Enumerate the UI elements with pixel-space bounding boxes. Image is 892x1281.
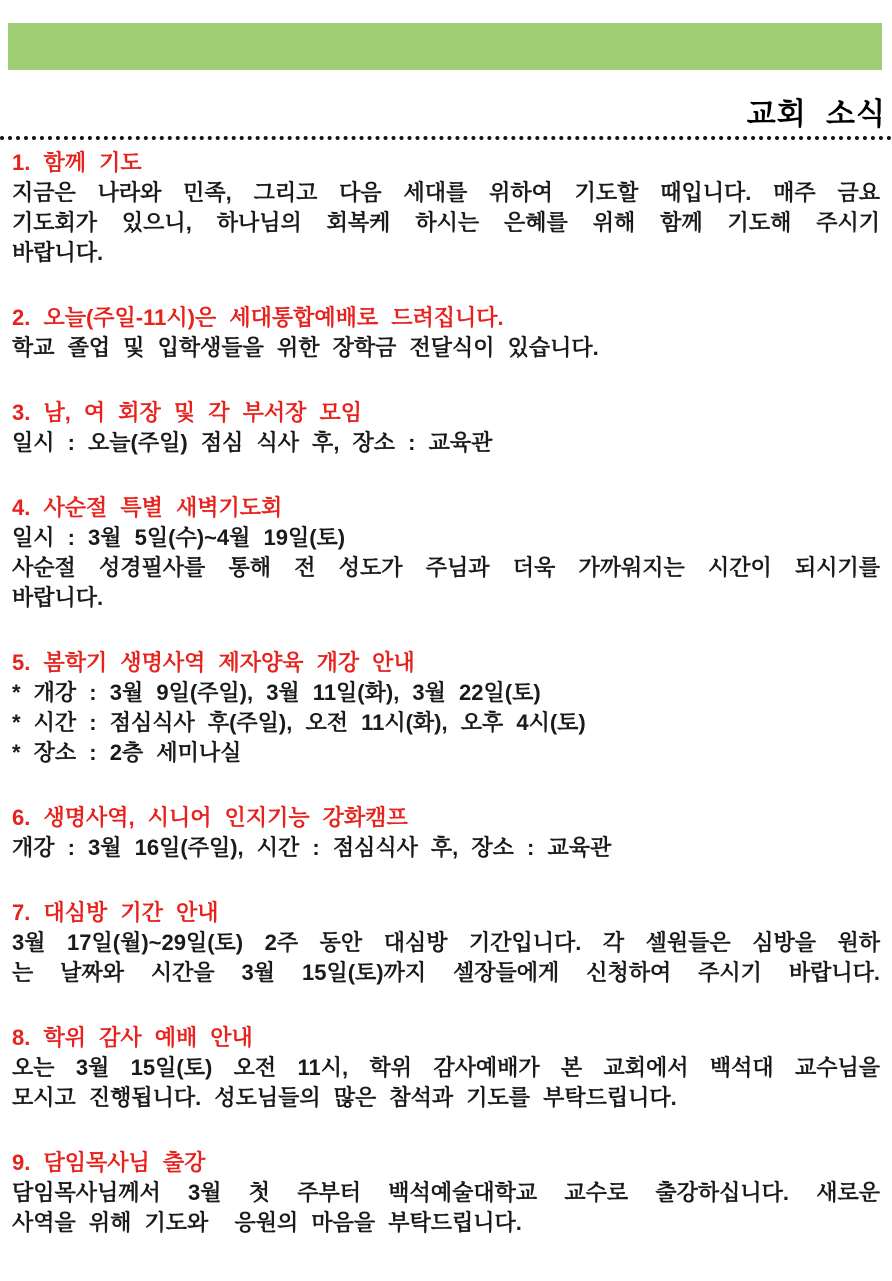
document-page [0,23,892,1238]
announcement-section-5 [12,648,880,768]
section-heading: 3. 남, 여 회장 및 각 부서장 모임 [12,400,363,425]
section-heading: 4. 사순절 특별 새벽기도회 [12,495,283,520]
announcement-section-4 [12,493,880,613]
announcement-section-3 [12,398,880,458]
section-body-line: 바랍니다. [12,585,104,610]
section-body-line: 일시 : 3월 5일(수)~4월 19일(토) [12,525,346,550]
section-body-line: * 장소 : 2층 세미나실 [12,740,242,765]
section-body-line: 기도회가 있으니, 하나님의 회복케 하시는 은혜를 위해 함께 기도해 주시기 [12,210,880,235]
section-body-line: 사역을 위해 기도와 응원의 마음을 부탁드립니다. [12,1210,522,1235]
section-body-line: 사순절 성경필사를 통해 전 성도가 주님과 더욱 가까워지는 시간이 되시기를 [12,555,880,580]
section-body-line: 바랍니다. [12,240,104,265]
section-body-line: 오는 3월 15일(토) 오전 11시, 학위 감사예배가 본 교회에서 백석대 교수님을 [12,1055,880,1080]
announcement-section-9 [12,1148,880,1238]
header-bar [8,23,882,70]
section-body-line: 지금은 나라와 민족, 그리고 다음 세대를 위하여 기도할 때입니다. 매주 금요 [12,180,880,205]
section-body-line: * 시간 : 점심식사 후(주일), 오전 11시(화), 오후 4시(토) [12,710,586,735]
section-body-line: 일시 : 오늘(주일) 점심 식사 후, 장소 : 교육관 [12,430,493,455]
section-heading: 9. 담임목사님 출강 [12,1150,206,1175]
dotted-divider [0,136,892,140]
section-heading: 8. 학위 감사 예배 안내 [12,1025,253,1050]
section-heading: 1. 함께 기도 [12,150,142,175]
announcement-section-1 [12,148,880,268]
section-body-line: 담임목사님께서 3월 첫 주부터 백석예술대학교 교수로 출강하십니다. 새로운 [12,1180,880,1205]
section-heading: 5. 봄학기 생명사역 제자양육 개강 안내 [12,650,415,675]
announcement-section-7 [12,898,880,988]
section-body-line: 학교 졸업 및 입학생들을 위한 장학금 전달식이 있습니다. [12,335,599,360]
announcement-section-8 [12,1023,880,1113]
section-body-line: * 개강 : 3월 9일(주일), 3월 11일(화), 3월 22일(토) [12,680,541,705]
section-heading: 6. 생명사역, 시니어 인지기능 강화캠프 [12,805,408,830]
section-body-line: 개강 : 3월 16일(주일), 시간 : 점심식사 후, 장소 : 교육관 [12,835,612,860]
announcement-list [0,148,892,1238]
section-body-line: 3월 17일(월)~29일(토) 2주 동안 대심방 기간입니다. 각 셀원들은 심방을 원하 [12,930,880,955]
announcement-section-2 [12,303,880,363]
section-body-line: 모시고 진행됩니다. 성도님들의 많은 참석과 기도를 부탁드립니다. [12,1085,677,1110]
section-body-line: 는 날짜와 시간을 3월 15일(토)까지 셀장들에게 신청하여 주시기 바랍니다. [12,960,880,985]
section-heading: 2. 오늘(주일-11시)은 세대통합예배로 드려집니다. [12,305,504,330]
page-title: 교회 소식 [746,98,886,131]
announcement-section-6 [12,803,880,863]
section-heading: 7. 대심방 기간 안내 [12,900,219,925]
